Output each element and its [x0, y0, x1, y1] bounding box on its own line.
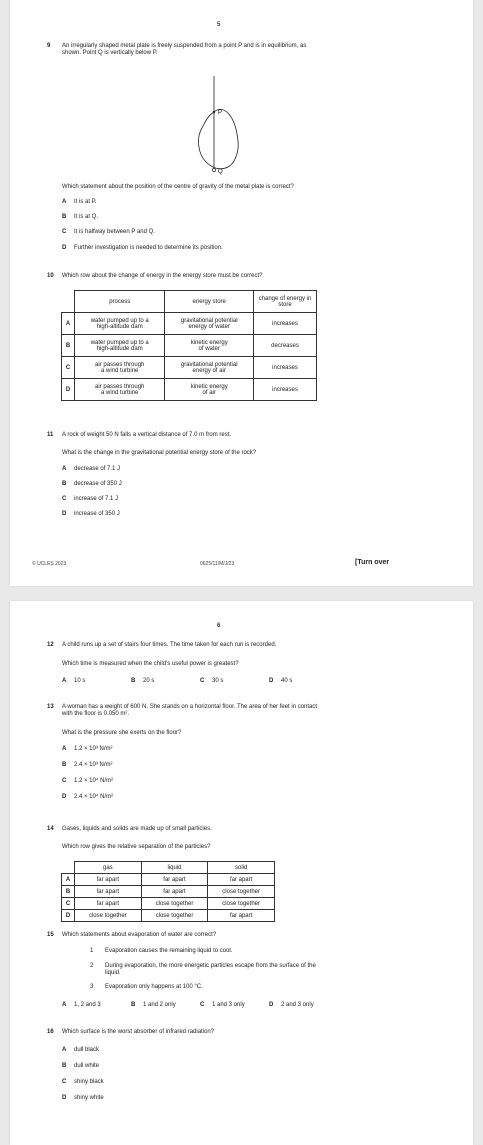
row-letter: D	[62, 379, 75, 401]
option-text: 2.4 × 10⁴ N/m²	[74, 794, 114, 800]
footer-paper-code: 0625/11/M/J/23	[200, 561, 235, 567]
option-letter: C	[62, 229, 67, 235]
statement-text: Evaporation only happens at 100 °C.	[105, 984, 203, 990]
table-cell: water pumped up to a high-altitude dam	[75, 335, 165, 357]
header-cell: gas	[75, 862, 142, 874]
option-letter: D	[62, 511, 67, 517]
table-row	[62, 886, 275, 898]
exam-page-6	[10, 601, 473, 1145]
option-text: 1.2 × 10³ N/m²	[74, 746, 113, 752]
option-letter: A	[62, 678, 67, 684]
row-letter: A	[62, 313, 75, 335]
question-prompt: What is the pressure she exerts on the floor?	[62, 730, 182, 736]
point-q-marker	[212, 168, 215, 171]
option-text: It is halfway between P and Q.	[74, 229, 155, 235]
question-number: 16	[47, 1029, 54, 1035]
table-header-row	[62, 291, 317, 313]
question-text: A woman has a weight of 600 N. She stands on a horizontal floor. The area of her feet in contact	[62, 704, 318, 710]
statement-number: 1	[90, 948, 94, 954]
option-letter: B	[131, 678, 136, 684]
row-letter: C	[62, 357, 75, 379]
table-cell: increases	[254, 313, 317, 335]
table-cell: close together	[141, 898, 208, 910]
question-text: An irregularly shaped metal plate is freely suspended from a point P and is in equilibrium, as	[62, 43, 307, 49]
label-p: P	[218, 110, 223, 116]
option-letter: A	[62, 746, 67, 752]
option-letter: B	[62, 214, 67, 220]
option-text: 30 s	[212, 678, 224, 684]
particle-separation-table	[61, 861, 275, 922]
option-letter: B	[62, 1063, 67, 1069]
table-cell: decreases	[254, 335, 317, 357]
option-text: 1.2 × 10⁴ N/m²	[74, 778, 114, 784]
table-cell: kinetic energy of air	[165, 379, 254, 401]
option-text: 2.4 × 10³ N/m²	[74, 762, 113, 768]
table-cell: increases	[254, 379, 317, 401]
table-row	[62, 874, 275, 886]
table-cell: far apart	[208, 910, 275, 922]
header-cell: change of energy in store	[254, 291, 317, 313]
statement-text: Evaporation causes the remaining liquid to cool.	[105, 948, 233, 954]
table-cell: air passes through a wind turbine	[75, 357, 165, 379]
question-number: 10	[47, 273, 54, 279]
point-p-marker	[213, 111, 215, 113]
table-cell: gravitational potential energy of water	[165, 313, 254, 335]
option-letter: C	[200, 678, 205, 684]
option-letter: A	[62, 1002, 67, 1008]
table-cell: gravitational potential energy of air	[165, 357, 254, 379]
option-text: shiny white	[74, 1095, 104, 1101]
option-text: decrease of 350 J	[74, 481, 122, 487]
option-text: 10 s	[74, 678, 86, 684]
question-prompt: What is the change in the gravitational potential energy store of the rock?	[62, 450, 257, 456]
question-number: 12	[47, 642, 54, 648]
option-letter: D	[269, 1002, 274, 1008]
option-text: decrease of 7.1 J	[74, 466, 121, 472]
row-letter: C	[62, 898, 75, 910]
option-letter: A	[62, 1047, 67, 1053]
option-text: Further investigation is needed to determine its position.	[74, 245, 223, 251]
option-letter: D	[62, 245, 67, 251]
table-cell: close together	[75, 910, 142, 922]
page-number: 6	[217, 623, 221, 629]
statement-number: 3	[90, 984, 94, 990]
metal-plate-shape	[199, 109, 239, 168]
option-letter: A	[62, 199, 67, 205]
question-text: with the floor is 0.050 m².	[62, 711, 130, 717]
table-row	[62, 910, 275, 922]
row-letter: B	[62, 886, 75, 898]
option-text: 1 and 2 only	[143, 1002, 176, 1008]
page-number: 5	[217, 22, 221, 28]
header-cell: process	[75, 291, 165, 313]
table-cell: close together	[208, 886, 275, 898]
option-letter: A	[62, 466, 67, 472]
header-cell: liquid	[141, 862, 208, 874]
table-cell: close together	[141, 910, 208, 922]
option-letter: D	[62, 794, 67, 800]
statement-text: liquid.	[105, 970, 121, 976]
question-prompt: Which row gives the relative separation of the particles?	[62, 844, 211, 850]
label-q: Q	[218, 169, 223, 175]
question-text: Gases, liquids and solids are made up of small particles.	[62, 826, 212, 832]
option-text: dull black	[74, 1047, 100, 1053]
option-letter: D	[269, 678, 274, 684]
option-letter: C	[62, 778, 67, 784]
option-letter: B	[131, 1002, 136, 1008]
table-cell: far apart	[208, 874, 275, 886]
option-text: It is at Q.	[74, 214, 99, 220]
option-text: 40 s	[281, 678, 293, 684]
question-number: 15	[47, 932, 54, 938]
option-text: 1 and 3 only	[212, 1002, 245, 1008]
turn-over-label: [Turn over	[355, 559, 390, 566]
table-row	[62, 898, 275, 910]
option-letter: C	[200, 1002, 205, 1008]
energy-store-table	[61, 290, 317, 401]
option-text: 1, 2 and 3	[74, 1002, 101, 1008]
question-number: 9	[47, 43, 51, 49]
statement-text: During evaporation, the more energetic particles escape from the surface of the	[105, 963, 316, 969]
question-prompt: Which statements about evaporation of water are correct?	[62, 932, 217, 938]
row-letter: B	[62, 335, 75, 357]
option-text: increase of 7.1 J	[74, 496, 119, 502]
row-letter: D	[62, 910, 75, 922]
question-prompt: Which time is measured when the child's useful power is greatest?	[62, 661, 239, 667]
footer-copyright: © UCLES 2023	[32, 561, 67, 567]
option-letter: B	[62, 762, 67, 768]
table-cell: far apart	[141, 886, 208, 898]
option-text: dull white	[74, 1063, 100, 1069]
table-cell: far apart	[75, 898, 142, 910]
question-number: 11	[47, 432, 54, 438]
option-text: It is at P.	[74, 199, 97, 205]
header-cell: energy store	[165, 291, 254, 313]
option-letter: C	[62, 496, 67, 502]
table-cell: close together	[208, 898, 275, 910]
table-cell: far apart	[75, 874, 142, 886]
exam-page-5	[10, 0, 473, 586]
option-letter: C	[62, 1079, 67, 1085]
question-number: 14	[47, 826, 54, 832]
table-cell: far apart	[141, 874, 208, 886]
table-row	[62, 379, 317, 401]
option-text: shiny black	[74, 1079, 104, 1085]
option-letter: D	[62, 1095, 67, 1101]
suspended-plate-diagram	[190, 76, 250, 176]
table-cell: increases	[254, 357, 317, 379]
option-text: 20 s	[143, 678, 155, 684]
question-text: A rock of weight 50 N falls a vertical distance of 7.0 m from rest.	[62, 432, 232, 438]
table-cell: kinetic energy of water	[165, 335, 254, 357]
row-letter: A	[62, 874, 75, 886]
question-text: A child runs up a set of stairs four times. The time taken for each run is recorded.	[62, 642, 277, 648]
table-header-row	[62, 862, 275, 874]
question-prompt: Which row about the change of energy in the energy store must be correct?	[62, 273, 263, 279]
question-text: shown. Point Q is vertically below P.	[62, 50, 158, 56]
header-cell: solid	[208, 862, 275, 874]
table-cell: far apart	[75, 886, 142, 898]
question-number: 13	[47, 704, 54, 710]
question-prompt: Which statement about the position of the centre of gravity of the metal plate is correct?	[62, 184, 294, 190]
table-row	[62, 335, 317, 357]
statement-number: 2	[90, 963, 94, 969]
option-text: increase of 350 J	[74, 511, 120, 517]
table-cell: water pumped up to a high-altitude dam	[75, 313, 165, 335]
option-letter: B	[62, 481, 67, 487]
question-prompt: Which surface is the worst absorber of infrared radiation?	[62, 1029, 215, 1035]
option-text: 2 and 3 only	[281, 1002, 314, 1008]
table-cell: air passes through a wind turbine	[75, 379, 165, 401]
table-row	[62, 357, 317, 379]
table-row	[62, 313, 317, 335]
